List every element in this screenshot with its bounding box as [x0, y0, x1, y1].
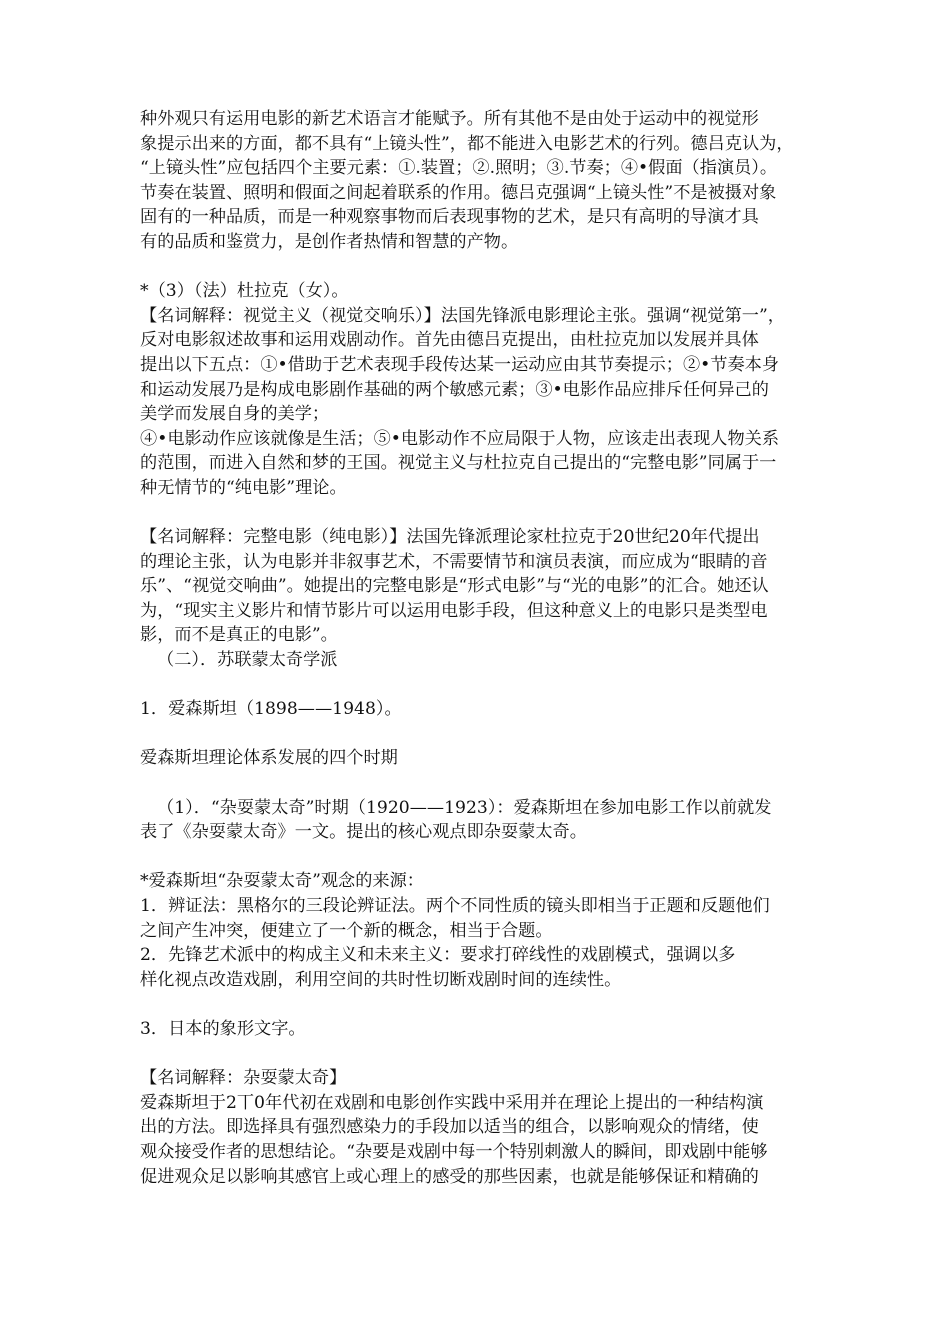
- paragraph-attraction-sources: [140, 869, 860, 992]
- text-line: ④•电影动作应该就像是生活；⑤•电影动作不应局限于人物，应该走出表现人物关系: [140, 428, 780, 449]
- blank-line: [140, 845, 860, 870]
- blank-line: [140, 771, 860, 796]
- blank-line: [140, 722, 860, 747]
- text-line: 为，“现实主义影片和情节影片可以运用电影手段，但这种意义上的电影只是类型电: [140, 600, 768, 621]
- text-line: （1）．“杂耍蒙太奇”时期（1920——1923）：爱森斯坦在参加电影工作以前就发: [157, 797, 772, 818]
- text-line: 节奏在装置、照明和假面之间起着联系的作用。德吕克强调“上镜头性”不是被摄对象: [140, 182, 777, 203]
- paragraph-dulac-visual: [140, 279, 860, 500]
- text-line: 有的品质和鉴赏力，是创作者热情和智慧的产物。: [140, 231, 519, 252]
- blank-line: [140, 673, 860, 698]
- paragraph-attraction-period: [140, 796, 860, 845]
- text-line: 反对电影叙述故事和运用戏剧动作。首先由德吕克提出，由杜拉克加以发展并具体: [140, 330, 759, 351]
- paragraph-photogenie: [140, 107, 860, 255]
- text-line: 之间产生冲突，便建立了一个新的概念，相当于合题。: [140, 920, 553, 941]
- text-line: 1．辨证法：黑格尔的三段论辨证法。两个不同性质的镜头即相当于正题和反题他们: [140, 896, 770, 916]
- text-line: 象提示出来的方面，都不具有“上镜头性”，都不能进入电影艺术的行列。德吕克认为，: [140, 133, 794, 154]
- text-line: *（3）（法）杜拉克（女）。: [140, 281, 349, 302]
- text-line: 种无情节的“纯电影”理论。: [140, 477, 347, 498]
- text-line: *爱森斯坦“杂耍蒙太奇”观念的来源：: [140, 871, 424, 892]
- text-line: 观众接受作者的思想结论。“杂要是戏剧中每一个特别刺激人的瞬间，即戏剧中能够: [140, 1141, 768, 1162]
- paragraph-pure-cinema: [140, 525, 860, 673]
- text-line: 美学而发展自身的美学；: [140, 404, 330, 425]
- text-line: 爱森斯坦于2丅0年代初在戏剧和电影创作实践中采用并在理论上提出的一种结构演: [140, 1092, 764, 1113]
- text-line: 【名词解释：视觉主义（视觉交响乐）】法国先锋派电影理论主张。强调“视觉第一”，: [140, 305, 785, 326]
- document-page: [140, 107, 860, 1189]
- text-line: 1．爱森斯坦（1898——1948）。: [140, 699, 402, 720]
- text-line: 样化视点改造戏剧，利用空间的共时性切断戏剧时间的连续性。: [140, 969, 622, 990]
- text-line: 的范围，而进入自然和梦的王国。视觉主义与杜拉克自己提出的“完整电影”同属于一: [140, 453, 777, 474]
- text-line: 促进观众足以影响其感官上或心理上的感受的那些因素，也就是能够保证和精确的: [140, 1166, 759, 1187]
- text-line: 出的方法。即选择具有强烈感染力的手段加以适当的组合，以影响观众的情绪，使: [140, 1117, 759, 1138]
- text-line: 爱森斯坦理论体系发展的四个时期: [140, 748, 398, 769]
- text-line: 【名词解释：杂耍蒙太奇】: [140, 1068, 347, 1089]
- text-line: 3．日本的象形文字。: [140, 1018, 306, 1039]
- text-line: 表了《杂耍蒙太奇》一文。提出的核心观点即杂耍蒙太奇。: [140, 822, 587, 843]
- text-line: 【名词解释：完整电影（纯电影）】法国先锋派理论家杜拉克于20世纪20年代提出: [140, 527, 760, 548]
- text-line: 种外观只有运用电影的新艺术语言才能赋予。所有其他不是由处于运动中的视觉形: [140, 109, 759, 129]
- text-line: 影，而不是真正的电影”。: [140, 625, 338, 646]
- section-heading: （二）．苏联蒙太奇学派: [157, 650, 338, 671]
- blank-line: [140, 1042, 860, 1067]
- text-line: 2．先锋艺术派中的构成主义和未来主义：要求打碎线性的戏剧模式，强调以多: [140, 945, 736, 966]
- text-line: 提出以下五点：①•借助于艺术表现手段传达某一运动应由其节奏提示；②•节奏本身: [140, 354, 780, 375]
- text-line: 乐”、“视觉交响曲”。她提出的完整电影是“形式电影”与“光的电影”的汇合。她还认: [140, 576, 769, 597]
- text-line: 的理论主张，认为电影并非叙事艺术，不需要情节和演员表演，而应成为“眼睛的音: [140, 551, 768, 572]
- blank-line: [140, 255, 860, 280]
- blank-line: [140, 501, 860, 526]
- text-line: “上镜头性”应包括四个主要元素：①.装置；②.照明；③.节奏；④•假面（指演员）。: [140, 158, 778, 179]
- paragraph-attraction-montage: [140, 1066, 860, 1189]
- text-line: 和运动发展乃是构成电影剧作基础的两个敏感元素；③•电影作品应排斥任何异己的: [140, 379, 769, 400]
- text-line: 固有的一种品质，而是一种观察事物而后表现事物的艺术，是只有高明的导演才具: [140, 207, 759, 228]
- blank-line: [140, 992, 860, 1017]
